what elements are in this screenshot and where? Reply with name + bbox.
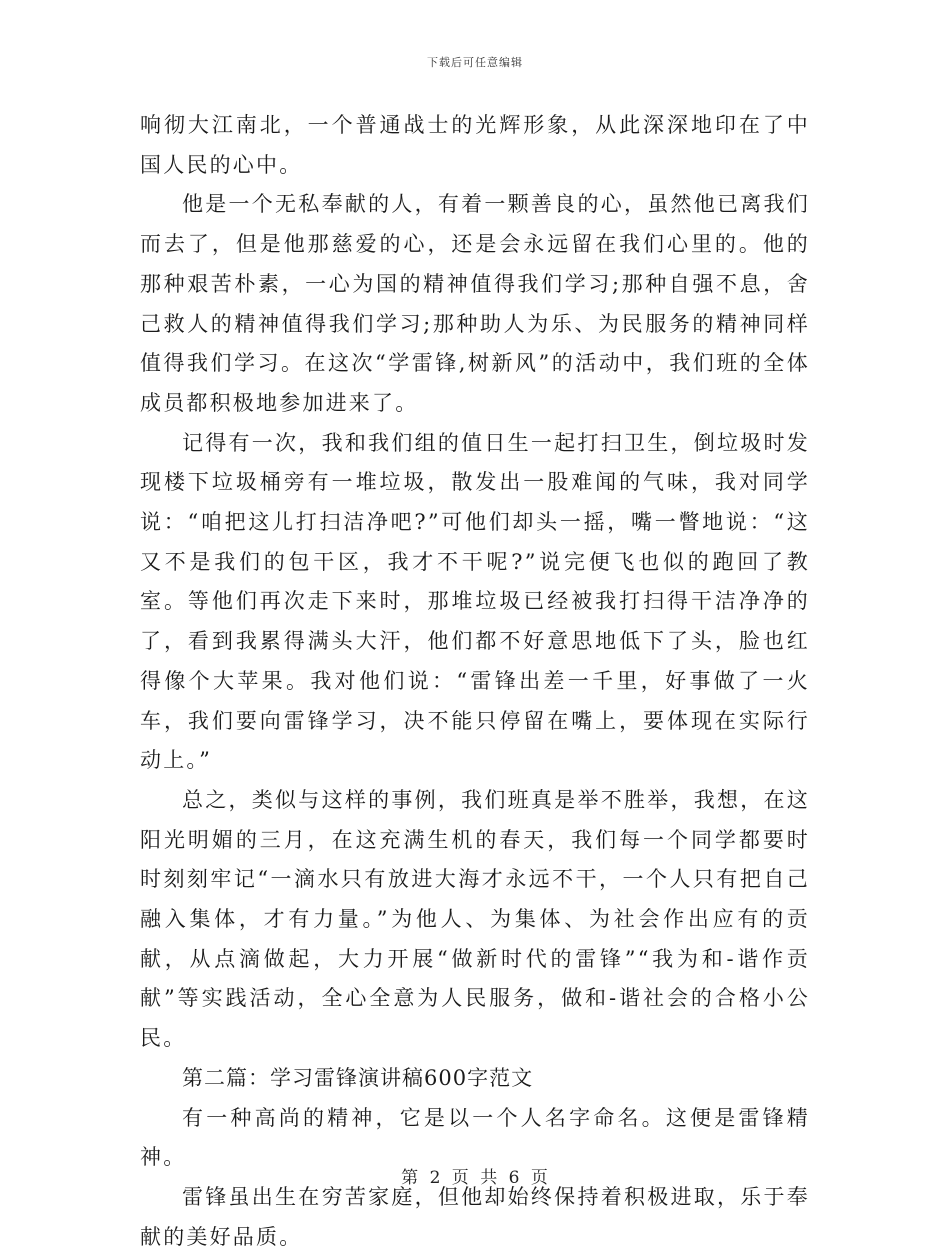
section-heading: 第二篇：学习雷锋演讲稿600字范文 <box>182 1065 534 1090</box>
paragraph: 记得有一次，我和我们组的值日生一起打扫卫生，倒垃圾时发现楼下垃圾桶旁有一堆垃圾，散发出一股难闻的气味，我对同学说：“咱把这儿打扫洁净吧?”可他们却头一摇，嘴一瞥地说：“这又不是我们的包干区，我才不干呢?”说完便飞也似的跑回了教室。等他们再次走下来时，那堆垃圾已经被我打扫得干洁净净的了，看到我累得满头大汗，他们都不好意思地低下了头，脸也红得像个大苹果。我对他们说：“雷锋出差一千里，好事做了一火车，我们要向雷锋学习，决不能只停留在嘴上，要体现在实际行动上。” <box>140 430 810 773</box>
document-body <box>140 106 810 1257</box>
paragraph: 总之，类似与这样的事例，我们班真是举不胜举，我想，在这阳光明媚的三月，在这充满生机的春天，我们每一个同学都要时时刻刻牢记“一滴水只有放进大海才永远不干，一个人只有把自己融入集体，才有力量。”为他人、为集体、为社会作出应有的贡献，从点滴做起，大力开展“做新时代的雷锋”“我为和-谐作贡献”等实践活动，全心全意为人民服务，做和-谐社会的合格小公民。 <box>140 787 810 1051</box>
paragraph: 有一种高尚的精神，它是以一个人名字命名。这便是雷锋精神。 <box>140 1105 810 1170</box>
paragraph: 他是一个无私奉献的人，有着一颗善良的心，虽然他已离我们而去了，但是他那慈爱的心，还是会永远留在我们心里的。他的那种艰苦朴素，一心为国的精神值得我们学习;那种自强不息，舍己救人的精神值得我们学习;那种助人为乐、为民服务的精神同样值得我们学习。在这次“学雷锋,树新风”的活动中，我们班的全体成员都积极地参加进来了。 <box>140 192 810 415</box>
page-number: 第 2 页 共 6 页 <box>401 1168 549 1188</box>
paragraph: 雷锋虽出生在穷苦家庭，但他却始终保持着积极进取，乐于奉献的美好品质。 <box>140 1184 810 1249</box>
page-header: 下载后可任意编辑 <box>427 56 523 69</box>
paragraph-continuation: 响彻大江南北，一个普通战士的光辉形象，从此深深地印在了中国人民的心中。 <box>140 113 810 177</box>
